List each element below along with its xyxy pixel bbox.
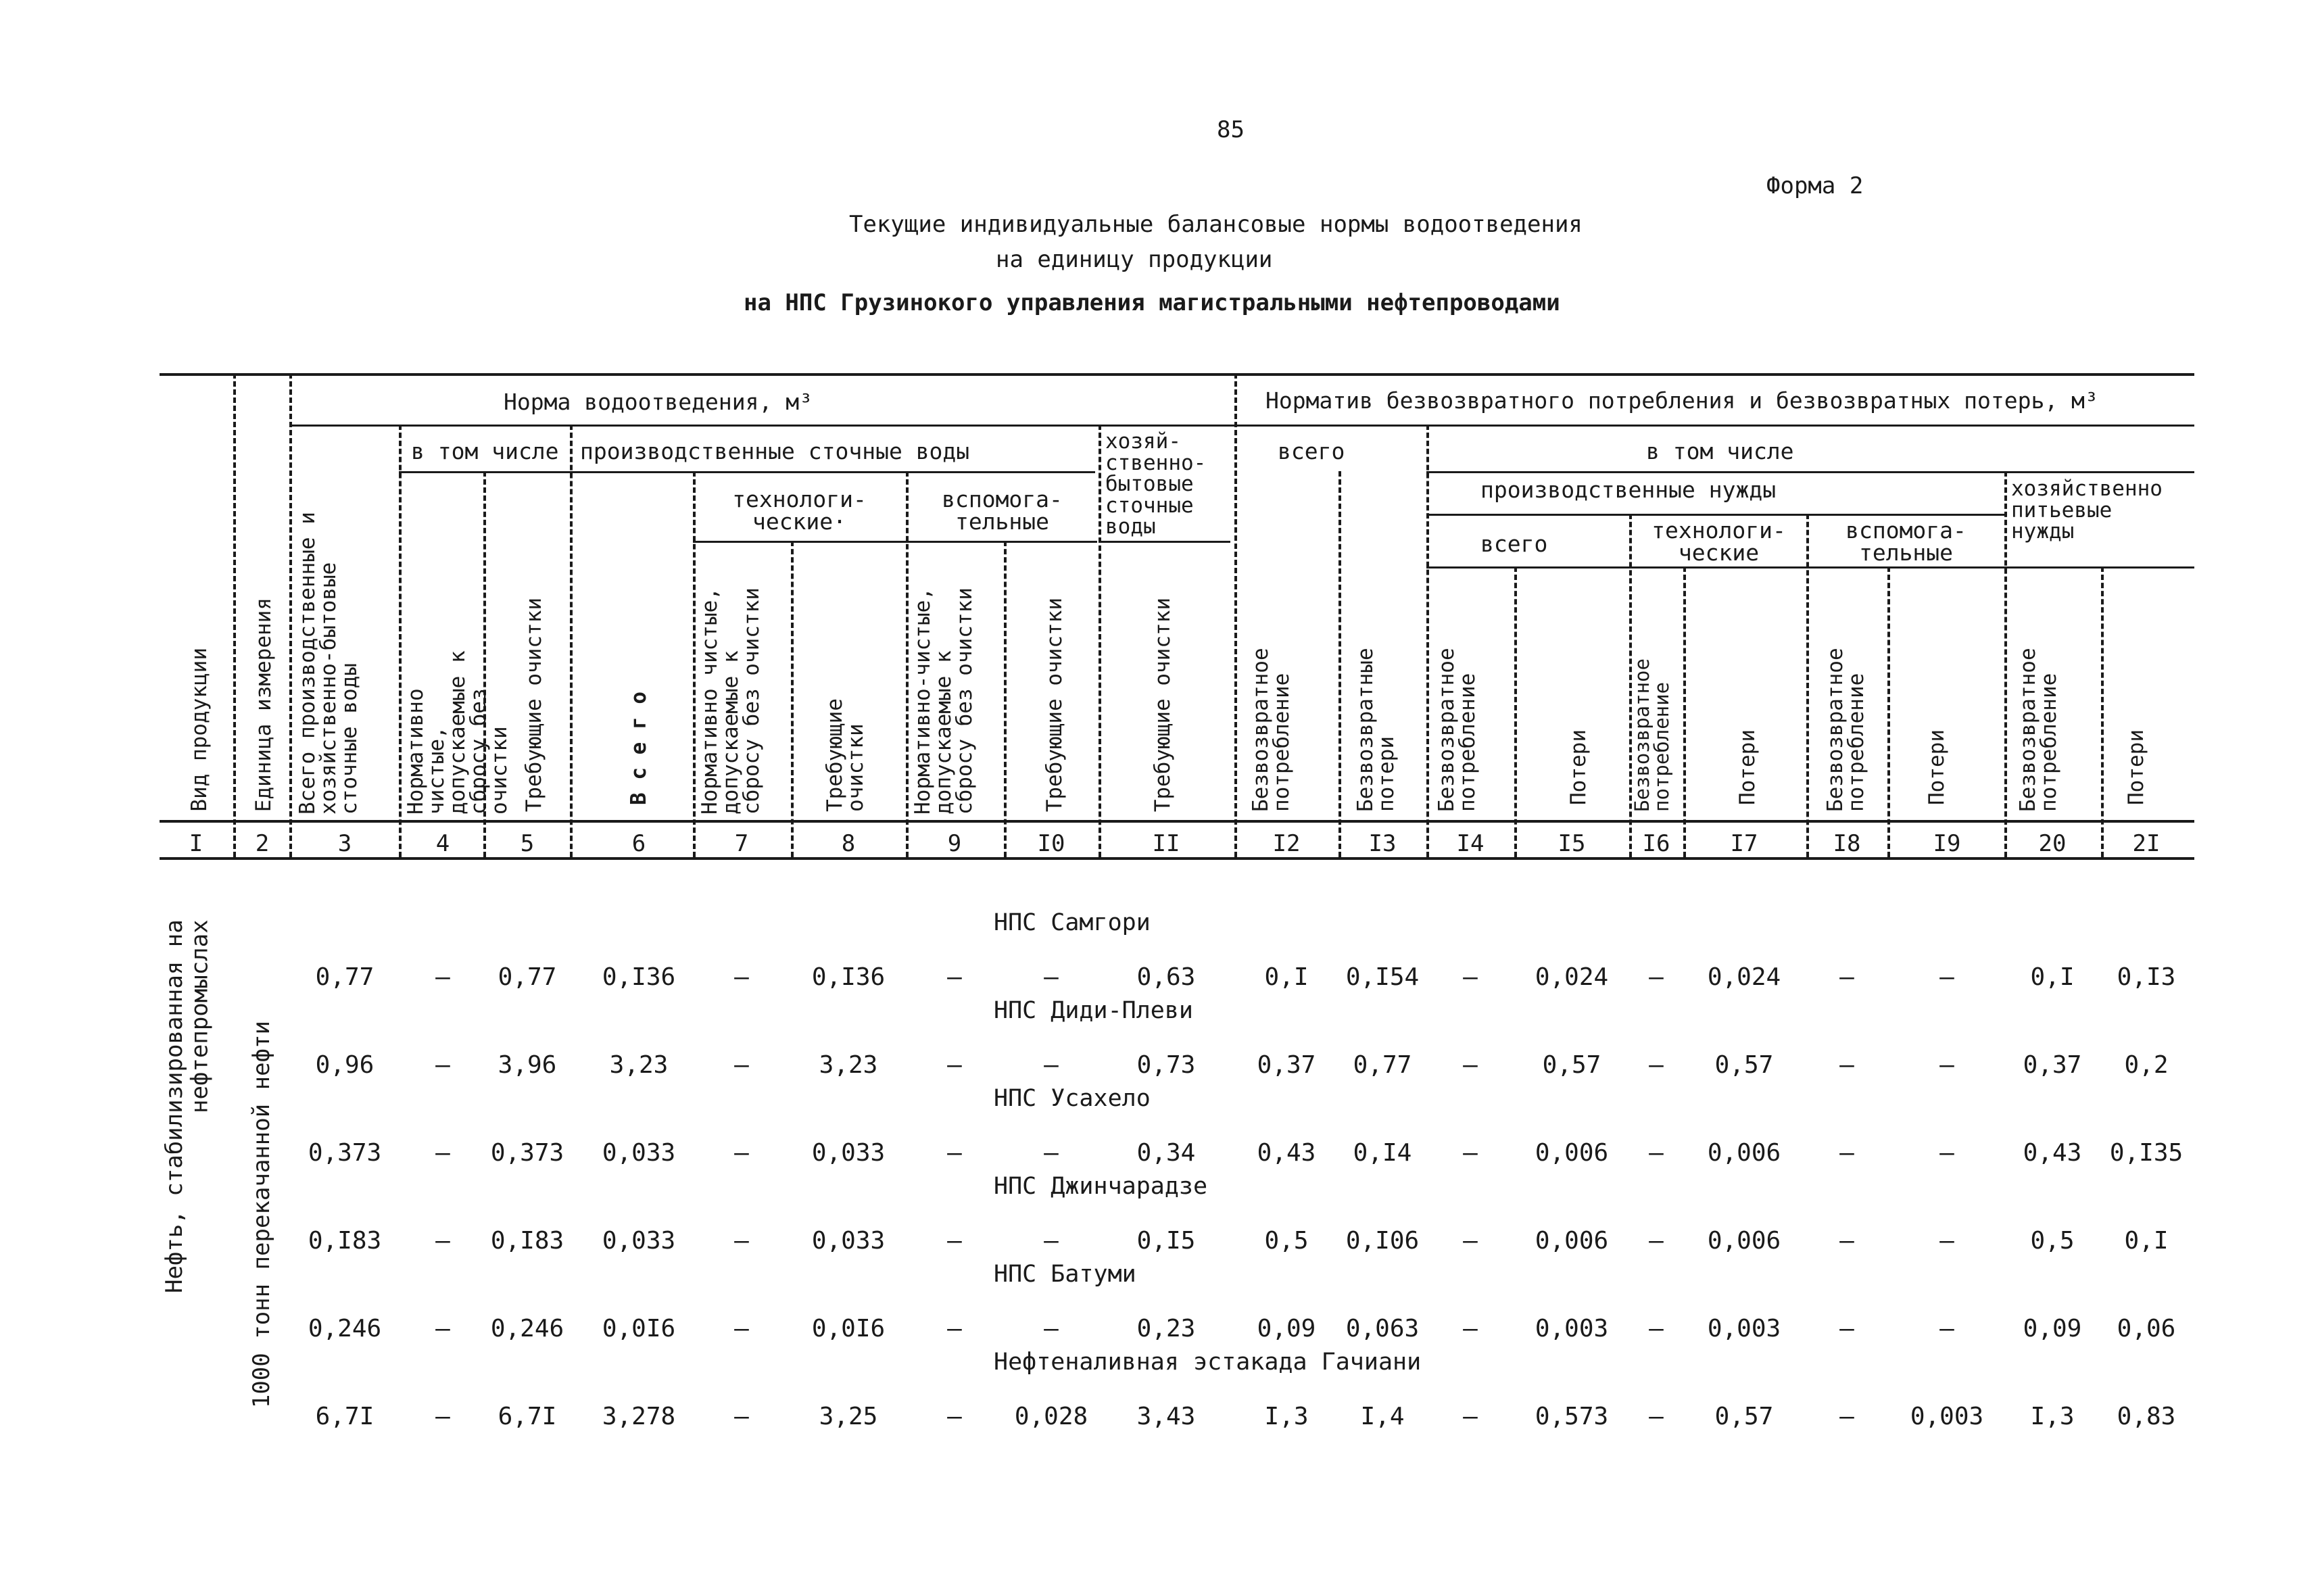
form-label: Форма 2 xyxy=(1766,172,1864,199)
table-cell: 0,2 xyxy=(2124,1051,2169,1079)
header-col-13: Безвозвратные потери xyxy=(1353,648,1399,812)
header-v-tom-chisle-2: в том числе xyxy=(1646,438,1794,464)
table-cell: 0,006 xyxy=(1707,1227,1781,1255)
col-divider-20 xyxy=(2101,566,2104,857)
table-cell: – xyxy=(1649,1051,1664,1079)
table-cell: 3,43 xyxy=(1136,1403,1196,1430)
household-line-5: воды xyxy=(1105,514,1156,539)
col-number: I7 xyxy=(1730,830,1758,857)
table-cell: – xyxy=(1463,1403,1478,1430)
col-divider-2 xyxy=(289,373,292,857)
header-col-10: Требующие очистки xyxy=(1042,597,1067,812)
table-cell: – xyxy=(947,1315,962,1343)
header-col-5: Требующие очистки xyxy=(522,597,546,812)
col-divider-17 xyxy=(1806,514,1809,857)
col-divider-1 xyxy=(233,373,236,857)
table-cell: 0,43 xyxy=(1257,1139,1316,1167)
table-cell: 0,I36 xyxy=(811,963,886,991)
header-col-14: Безвозвратное потребление xyxy=(1434,648,1480,812)
col-divider-12 xyxy=(1338,471,1341,857)
table-cell: – xyxy=(1649,1315,1664,1343)
station-name: НПС Диди-Плеви xyxy=(994,997,1194,1024)
aux2-line-2: тельные xyxy=(1858,539,1954,566)
table-cell: – xyxy=(947,1051,962,1079)
header-col-18: Безвозвратное потребление xyxy=(1823,648,1868,812)
table-cell: – xyxy=(734,1315,749,1343)
station-name: Нефтеналивная эстакада Гачиани xyxy=(994,1349,1422,1376)
table-cell: 0,I54 xyxy=(1345,963,1420,991)
col-divider-14 xyxy=(1514,566,1517,857)
col-divider-16 xyxy=(1683,566,1686,857)
table-cell: – xyxy=(1649,1139,1664,1167)
col-divider-3 xyxy=(399,425,402,857)
table-cell: – xyxy=(1463,1315,1478,1343)
station-name: НПС Самгори xyxy=(994,909,1151,936)
table-cell: – xyxy=(1463,1051,1478,1079)
table-cell: – xyxy=(1044,1139,1059,1167)
table-cell: 0,028 xyxy=(1014,1403,1088,1430)
table-cell: 0,I36 xyxy=(602,963,676,991)
household-drink-line-1: хозяйственно xyxy=(2011,477,2163,501)
table-cell: 0,033 xyxy=(811,1227,886,1255)
table-cell: 0,003 xyxy=(1910,1403,1984,1430)
table-cell: 0,033 xyxy=(602,1227,676,1255)
aux2-line-1: вспомога- xyxy=(1845,517,1967,543)
table-cell: – xyxy=(1463,1227,1478,1255)
table-cell: 0,373 xyxy=(308,1139,382,1167)
unit-name: 1000 тонн перекачанной нефти xyxy=(248,1021,275,1409)
page-number: 85 xyxy=(1217,116,1245,143)
table-cell: – xyxy=(1839,1139,1854,1167)
table-cell: – xyxy=(1939,963,1954,991)
header-col-3: Всего производственные и хозяйственно-бытовые сточные воды xyxy=(295,512,362,815)
table-cell: – xyxy=(435,1403,450,1430)
header-col-12: Безвозвратное потребление xyxy=(1249,648,1294,812)
table-cell: 0,246 xyxy=(490,1315,564,1343)
table-cell: – xyxy=(1939,1227,1954,1255)
table-cell: I,3 xyxy=(1264,1403,1309,1430)
table-cell: – xyxy=(1463,1139,1478,1167)
header-household xyxy=(1105,431,1206,538)
title-line-3: на НПС Грузинокого управления магистральными нефтепроводами xyxy=(744,289,1560,316)
table-cell: 0,063 xyxy=(1345,1315,1420,1343)
col-divider-10 xyxy=(1099,425,1101,857)
table-cell: – xyxy=(734,1051,749,1079)
table-cell: I,3 xyxy=(2030,1403,2075,1430)
table-cell: 0,I xyxy=(2030,963,2075,991)
header-col-19: Потери xyxy=(1925,729,1949,805)
col-number: 2 xyxy=(255,830,270,857)
household-line-1: хозяй- xyxy=(1105,429,1181,454)
col-divider-9 xyxy=(1004,541,1007,857)
table-cell: – xyxy=(947,963,962,991)
table-cell: – xyxy=(1939,1315,1954,1343)
table-cell: 0,57 xyxy=(1714,1403,1774,1430)
table-cell: I,4 xyxy=(1360,1403,1405,1430)
header-col-21: Потери xyxy=(2124,729,2148,805)
table-cell: 0,34 xyxy=(1136,1139,1196,1167)
table-cell: 0,0I6 xyxy=(811,1315,886,1343)
table-cell: 0,003 xyxy=(1707,1315,1781,1343)
table-cell: 0,573 xyxy=(1535,1403,1609,1430)
col-number: 8 xyxy=(841,830,856,857)
table-cell: – xyxy=(1939,1139,1954,1167)
header-col-8: Требующие очистки xyxy=(823,698,868,812)
table-cell: 0,57 xyxy=(1542,1051,1601,1079)
table-cell: 0,I3 xyxy=(2117,963,2176,991)
header-production-waste: производственные сточные воды xyxy=(580,438,970,464)
header-technological xyxy=(696,488,902,533)
table-cell: – xyxy=(435,1139,450,1167)
table-cell: – xyxy=(1839,1051,1854,1079)
table-cell: 0,006 xyxy=(1535,1139,1609,1167)
header-vsego-mid: всего xyxy=(1480,531,1548,557)
tech2-line-2: ческие xyxy=(1678,539,1760,566)
col-divider-8 xyxy=(906,471,909,857)
table-cell: 0,006 xyxy=(1535,1227,1609,1255)
table-cell: – xyxy=(1044,1315,1059,1343)
header-col-17: Потери xyxy=(1735,729,1760,805)
table-cell: – xyxy=(1044,1051,1059,1079)
table-cell: 0,I83 xyxy=(308,1227,382,1255)
household-drink-line-3: нужды xyxy=(2011,519,2075,544)
table-cell: 3,278 xyxy=(602,1403,676,1430)
col-divider-5 xyxy=(570,425,573,857)
col-number: I3 xyxy=(1368,830,1397,857)
col-number: 9 xyxy=(947,830,962,857)
household-line-2: ственно- xyxy=(1105,450,1207,475)
col-divider-13 xyxy=(1426,425,1429,857)
header-norm-group: Норма водоотведения, м³ xyxy=(504,389,813,415)
header-col-11: Требующие очистки xyxy=(1151,597,1175,812)
table-cell: – xyxy=(1649,1403,1664,1430)
table-cell: – xyxy=(1839,1403,1854,1430)
table-cell: 3,23 xyxy=(819,1051,878,1079)
table-cell: 0,73 xyxy=(1136,1051,1196,1079)
table-cell: – xyxy=(1044,963,1059,991)
header-col-16: Безвозвратное потребление xyxy=(1631,658,1673,812)
table-cell: – xyxy=(435,1227,450,1255)
header-rule-4 xyxy=(1099,541,1230,543)
col-divider-19 xyxy=(2004,471,2007,857)
col-divider-6 xyxy=(693,471,696,857)
col-number: 6 xyxy=(631,830,646,857)
table-top-border xyxy=(160,373,2194,376)
table-cell: 0,0I6 xyxy=(602,1315,676,1343)
household-line-4: сточные xyxy=(1105,493,1194,518)
col-number: 2I xyxy=(2132,830,2161,857)
header-col-9: Нормативно-чистые, допускаемые к сбросу без очистки xyxy=(911,587,977,815)
col-number: I6 xyxy=(1642,830,1670,857)
table-cell: – xyxy=(1649,963,1664,991)
table-cell: 0,77 xyxy=(1353,1051,1412,1079)
table-cell: 0,77 xyxy=(498,963,557,991)
title-line-1: Текущие индивидуальные балансовые нормы водоотведения xyxy=(849,211,1583,238)
table-cell: – xyxy=(947,1139,962,1167)
table-cell: 0,83 xyxy=(2117,1403,2176,1430)
table-cell: 0,003 xyxy=(1535,1315,1609,1343)
table-cell: – xyxy=(1839,1227,1854,1255)
col-number: 3 xyxy=(337,830,352,857)
table-cell: 0,5 xyxy=(2030,1227,2075,1255)
tech-line-1: технологи- xyxy=(732,486,867,512)
col-number: 7 xyxy=(734,830,749,857)
table-cell: – xyxy=(947,1403,962,1430)
header-col-2: Единица измерения xyxy=(251,597,276,812)
header-rule-3b xyxy=(1426,514,2004,516)
table-cell: 0,033 xyxy=(811,1139,886,1167)
table-cell: 0,57 xyxy=(1714,1051,1774,1079)
col-number: 20 xyxy=(2038,830,2067,857)
table-cell: 0,I35 xyxy=(2109,1139,2184,1167)
header-rule-2a xyxy=(399,471,1095,473)
col-number: I4 xyxy=(1456,830,1485,857)
table-cell: – xyxy=(947,1227,962,1255)
header-col-4: Нормативно чистые, допускаемые к сбросу без очистки xyxy=(404,650,512,815)
header-v-tom-chisle-1: в том числе xyxy=(411,438,559,464)
table-cell: – xyxy=(1649,1227,1664,1255)
header-col-20: Безвозвратное потребление xyxy=(2016,648,2061,812)
tech2-line-1: технологи- xyxy=(1651,517,1786,543)
number-row-bottom-border xyxy=(160,857,2194,860)
table-cell: – xyxy=(1463,963,1478,991)
table-cell: 0,63 xyxy=(1136,963,1196,991)
station-name: НПС Батуми xyxy=(994,1261,1136,1288)
table-cell: 0,09 xyxy=(1257,1315,1316,1343)
col-number: I8 xyxy=(1833,830,1861,857)
table-cell: 0,06 xyxy=(2117,1315,2176,1343)
table-cell: – xyxy=(1939,1051,1954,1079)
table-cell: 0,96 xyxy=(315,1051,375,1079)
table-cell: – xyxy=(734,1139,749,1167)
header-rule-1 xyxy=(289,425,2194,427)
table-cell: 3,23 xyxy=(609,1051,669,1079)
table-cell: – xyxy=(1839,1315,1854,1343)
product-name: Нефть, стабилизированная на нефтепромыслах xyxy=(161,919,214,1293)
station-name: НПС Усахело xyxy=(994,1085,1151,1112)
table-cell: 0,I5 xyxy=(1136,1227,1196,1255)
col-divider-7 xyxy=(791,541,794,857)
table-cell: 0,43 xyxy=(2023,1139,2082,1167)
table-cell: – xyxy=(1044,1227,1059,1255)
col-number: I9 xyxy=(1933,830,1961,857)
col-divider-11 xyxy=(1234,373,1237,857)
header-rule-3a xyxy=(693,541,1097,543)
table-cell: 0,033 xyxy=(602,1139,676,1167)
table-cell: – xyxy=(734,1227,749,1255)
header-col-7: Нормативно чистые, допускаемые к сбросу без очистки xyxy=(698,587,764,815)
title-line-2: на единицу продукции xyxy=(996,246,1273,273)
tech-line-2: ческие· xyxy=(752,508,847,535)
table-cell: 3,25 xyxy=(819,1403,878,1430)
table-cell: 3,96 xyxy=(498,1051,557,1079)
table-cell: 0,09 xyxy=(2023,1315,2082,1343)
header-household-drink xyxy=(2011,479,2163,543)
header-rule-5 xyxy=(1426,566,2194,569)
col-divider-18 xyxy=(1887,566,1890,857)
table-cell: – xyxy=(435,1315,450,1343)
table-cell: – xyxy=(734,963,749,991)
table-cell: 0,I xyxy=(1264,963,1309,991)
table-cell: 0,024 xyxy=(1707,963,1781,991)
aux-line-1: вспомога- xyxy=(942,486,1063,512)
table-cell: 0,23 xyxy=(1136,1315,1196,1343)
table-cell: 0,006 xyxy=(1707,1139,1781,1167)
header-rule-2b xyxy=(1426,471,2194,473)
table-cell: 0,I xyxy=(2124,1227,2169,1255)
col-number: 5 xyxy=(520,830,535,857)
table-cell: – xyxy=(734,1403,749,1430)
header-col-6: В с е г о xyxy=(627,692,651,805)
table-cell: 6,7I xyxy=(315,1403,375,1430)
table-cell: 0,37 xyxy=(1257,1051,1316,1079)
table-cell: 0,373 xyxy=(490,1139,564,1167)
household-drink-line-2: питьевые xyxy=(2011,498,2113,523)
col-number: I xyxy=(189,830,203,857)
table-cell: 0,024 xyxy=(1535,963,1609,991)
table-cell: 0,246 xyxy=(308,1315,382,1343)
household-line-3: бытовые xyxy=(1105,472,1194,497)
header-col-15: Потери xyxy=(1566,729,1591,805)
header-technological-2 xyxy=(1633,519,1805,564)
header-col-1: Вид продукции xyxy=(187,648,212,812)
col-number: I2 xyxy=(1272,830,1301,857)
table-cell: 0,I06 xyxy=(1345,1227,1420,1255)
table-cell: 6,7I xyxy=(498,1403,557,1430)
col-number: 4 xyxy=(435,830,450,857)
col-number: II xyxy=(1152,830,1180,857)
header-loss-group: Норматив безвозвратного потребления и безвозвратных потерь, м³ xyxy=(1265,387,2098,414)
col-number: I5 xyxy=(1558,830,1586,857)
table-cell: 0,I83 xyxy=(490,1227,564,1255)
header-vsego-top: всего xyxy=(1278,438,1345,464)
table-cell: – xyxy=(435,1051,450,1079)
table-cell: – xyxy=(435,963,450,991)
station-name: НПС Джинчарадзе xyxy=(994,1173,1208,1200)
header-auxiliary-2 xyxy=(1810,519,2002,564)
header-production-needs: производственные нужды xyxy=(1480,477,1777,503)
table-cell: – xyxy=(1839,963,1854,991)
table-cell: 0,5 xyxy=(1264,1227,1309,1255)
aux-line-2: тельные xyxy=(955,508,1050,535)
header-auxiliary xyxy=(909,488,1095,533)
table-cell: 0,I4 xyxy=(1353,1139,1412,1167)
col-number: I0 xyxy=(1037,830,1065,857)
table-cell: 0,77 xyxy=(315,963,375,991)
table-cell: 0,37 xyxy=(2023,1051,2082,1079)
